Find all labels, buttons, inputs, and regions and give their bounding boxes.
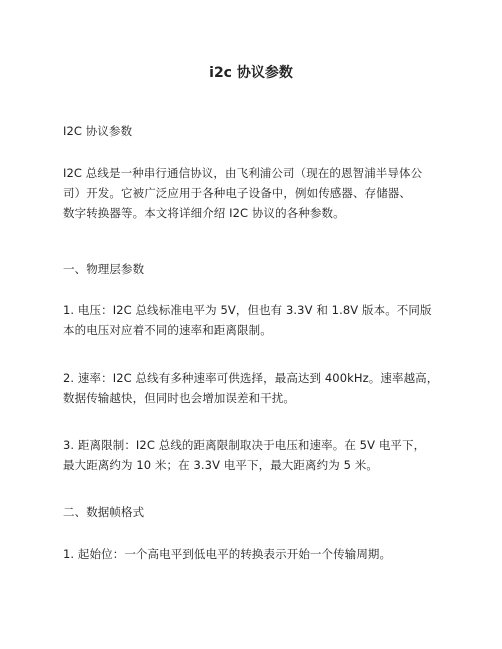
item-voltage xyxy=(63,300,448,340)
subtitle: I2C 协议参数 xyxy=(63,124,133,138)
item-start-bit xyxy=(63,544,448,564)
item-rate xyxy=(63,368,448,408)
item-rate-line-2: 数据传输越快，但同时也会增加误差和干扰。 xyxy=(63,391,295,405)
item-distance-line-1: 3. 距离限制：I2C 总线的距离限制取决于电压和速率。在 5V 电平下， xyxy=(63,438,426,452)
intro-paragraph xyxy=(63,163,448,223)
item-start-bit-line-1: 1. 起始位：一个高电平到低电平的转换表示开始一个传输周期。 xyxy=(63,547,392,561)
item-distance xyxy=(63,435,448,475)
item-voltage-line-2: 本的电压对应着不同的速率和距离限制。 xyxy=(63,323,272,337)
item-rate-line-1: 2. 速率：I2C 总线有多种速率可供选择，最高达到 400kHz。速率越高， xyxy=(63,371,439,385)
item-voltage-line-1: 1. 电压：I2C 总线标准电平为 5V，但也有 3.3V 和 1.8V 版本。不同版 xyxy=(63,303,432,317)
document-title: i2c 协议参数 xyxy=(209,65,293,81)
intro-line-1: I2C 总线是一种串行通信协议，由飞利浦公司（现在的恩智浦半导体公 xyxy=(63,166,423,180)
section-heading-frame-format: 二、数据帧格式 xyxy=(63,505,145,519)
intro-line-3: 数字转换器等。本文将详细介绍 I2C 协议的各种参数。 xyxy=(63,206,345,220)
item-distance-line-2: 最大距离约为 10 米；在 3.3V 电平下，最大距离约为 5 米。 xyxy=(63,458,378,472)
section-heading-physical-layer: 一、物理层参数 xyxy=(63,262,145,276)
intro-line-2: 司）开发。它被广泛应用于各种电子设备中，例如传感器、存储器、 xyxy=(63,186,411,200)
